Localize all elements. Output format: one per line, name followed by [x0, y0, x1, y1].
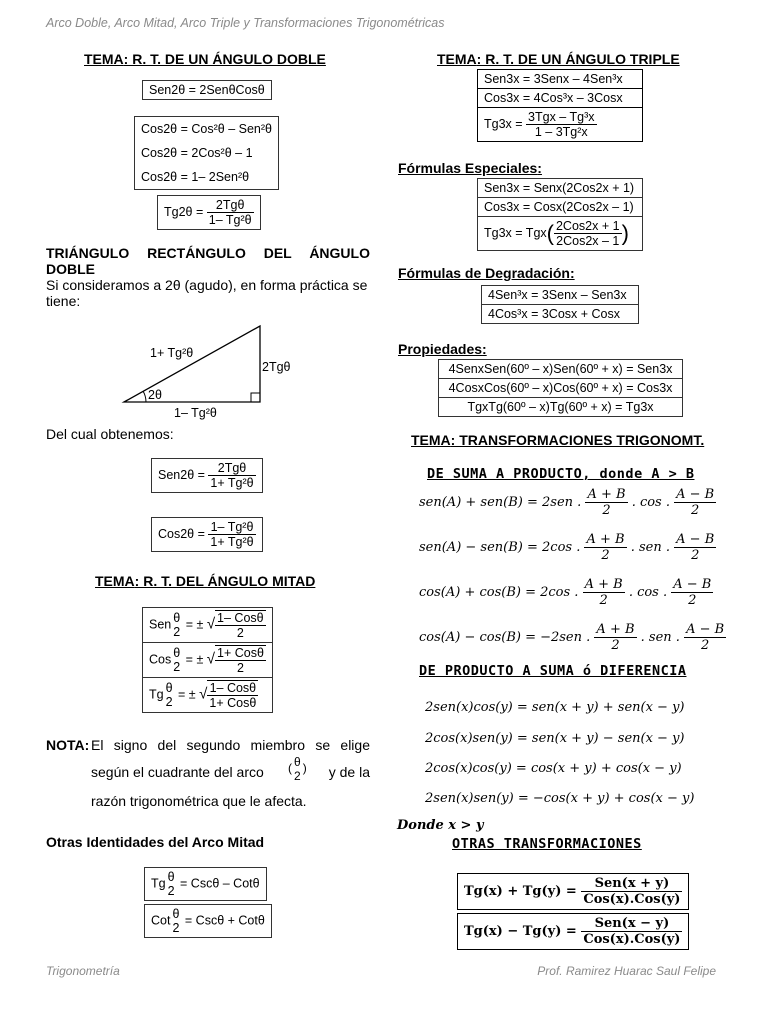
- triple-angle-heading: TEMA: R. T. DE UN ÁNGULO TRIPLE: [437, 51, 680, 67]
- double-angle-heading: TEMA: R. T. DE UN ÁNGULO DOBLE: [84, 51, 326, 67]
- nota-line-1: El signo del segundo miembro se elige: [91, 737, 370, 753]
- triangle-heading: TRIÁNGULO RECTÁNGULO DEL ÁNGULO DOBLE: [46, 245, 370, 277]
- other-transform-box-1: Tg(x) + Tg(y) = $\frac{\text{Sen(x + y)}}{\text{Cos(x).Cos(y)}}$: [457, 873, 689, 910]
- degradation-sen-formula: 4Sen³x = 3Senx – Sen3x: [482, 286, 638, 305]
- degradation-heading: Fórmulas de Degradación:: [398, 265, 575, 281]
- triangle-cos-box: [151, 517, 263, 552]
- other-half-tg-box: Tg θ 2 = Cscθ – Cotθ: [144, 867, 267, 901]
- nota-label: NOTA:: [46, 737, 90, 753]
- special-cos-formula: Cos3x = Cosx(2Cos2x – 1): [478, 198, 642, 217]
- nota-line-2b: y de la: [328, 764, 370, 780]
- product-sum-eq-3: 2cos(x)cos(y) = cos(x + y) + cos(x − y): [425, 761, 682, 776]
- triangle-cos-den: 1+ Tg²θ: [210, 535, 254, 549]
- page-header: Arco Doble, Arco Mitad, Arco Triple y Transformaciones Trigonométricas: [46, 16, 445, 30]
- triangle-adjacent-label: 1– Tg²θ: [174, 406, 217, 420]
- property-2: 4CosxCos(60º – x)Cos(60º + x) = Cos3x: [439, 379, 682, 398]
- nota-line-2a: según el cuadrante del arco: [91, 764, 264, 780]
- triangle-sen-lhs: Sen2θ =: [158, 467, 205, 482]
- half-angle-box: [142, 607, 273, 713]
- transformations-heading: TEMA: TRANSFORMACIONES TRIGONOMT.: [411, 432, 705, 448]
- degradation-box: [481, 285, 639, 324]
- other-half-cot-box: Cot θ 2 = Cscθ + Cotθ: [144, 904, 272, 938]
- half-angle-heading: TEMA: R. T. DEL ÁNGULO MITAD: [95, 573, 316, 589]
- property-1: 4SenxSen(60º – x)Sen(60º + x) = Sen3x: [439, 360, 682, 379]
- sum-product-eq-2: sen(A) − sen(B) = 2cos . $\frac{A + B}{2}$ . sen . $\frac{A - B}{2}$: [419, 532, 715, 563]
- property-3: TgxTg(60º – x)Tg(60º + x) = Tg3x: [467, 400, 654, 414]
- product-sum-eq-1: 2sen(x)cos(y) = sen(x + y) + sen(x − y): [425, 700, 685, 715]
- half-tg-formula: Tg θ 2 = ± √ $\frac{\text{1– Cosθ}}{\text{1+ Cosθ}}$: [149, 681, 257, 710]
- product-to-sum-heading: DE PRODUCTO A SUMA ó DIFERENCIA: [419, 663, 687, 679]
- product-sum-eq-4: 2sen(x)sen(y) = −cos(x + y) + cos(x − y): [425, 791, 695, 806]
- double-tg-den: 1– Tg²θ: [208, 213, 252, 227]
- double-cos-box: [134, 116, 279, 190]
- properties-heading: Propiedades:: [398, 341, 487, 357]
- half-cos-formula: Cos θ 2 = ± √ $\frac{\text{1+ Cosθ}}{2}$: [143, 643, 272, 678]
- triangle-opposite-label: 2Tgθ: [262, 360, 291, 374]
- triangle-cos-lhs: Cos2θ =: [158, 526, 205, 541]
- triangle-sen-box: [151, 458, 263, 493]
- nota-theta-over-2: ( θ 2 ): [288, 755, 307, 783]
- double-cos-formula-1: Cos2θ = Cos²θ – Sen²θ: [141, 122, 272, 136]
- other-transformations-heading: OTRAS TRANSFORMACIONES: [452, 836, 642, 852]
- special-formulas-box: [477, 178, 643, 251]
- special-tg-formula: Tg3x = Tgx( $\frac{\text{2Cos2x + 1}}{\text{2Cos2x – 1}}$ ): [484, 219, 629, 248]
- double-cos-formula-3: Cos2θ = 1– 2Sen²θ: [141, 170, 250, 184]
- other-transform-box-2: Tg(x) − Tg(y) = $\frac{\text{Sen(x − y)}}{\text{Cos(x).Cos(y)}}$: [457, 913, 689, 950]
- triple-cos-formula: Cos3x = 4Cos³x – 3Cosx: [478, 89, 642, 108]
- footer-author: Prof. Ramirez Huarac Saul Felipe: [537, 964, 716, 978]
- double-sen-box: [142, 80, 272, 100]
- triangle-intro: Si consideramos a 2θ (agudo), en forma práctica se tiene:: [46, 277, 368, 309]
- triangle-hypotenuse-label: 1+ Tg²θ: [150, 346, 194, 360]
- special-formulas-heading: Fórmulas Especiales:: [398, 160, 542, 176]
- triangle-sen-den: 1+ Tg²θ: [210, 476, 254, 490]
- other-half-heading: Otras Identidades del Arco Mitad: [46, 834, 265, 850]
- sum-product-eq-4: cos(A) − cos(B) = −2sen . $\frac{A + B}{2}$ . sen . $\frac{A - B}{2}$: [419, 622, 725, 653]
- triangle-sen-num: 2Tgθ: [208, 461, 255, 476]
- product-sum-eq-2: 2cos(x)sen(y) = sen(x + y) − sen(x − y): [425, 731, 685, 746]
- double-tg-box: [157, 195, 261, 230]
- triangle-obtain-text: Del cual obtenemos:: [46, 426, 174, 442]
- sum-product-eq-1: sen(A) + sen(B) = 2sen . $\frac{A + B}{2}$ . cos . $\frac{A - B}{2}$: [419, 487, 715, 518]
- degradation-cos-formula: 4Cos³x = 3Cosx + Cosx: [488, 307, 620, 321]
- properties-box: [438, 359, 683, 417]
- triangle-cos-num: 1– Tg²θ: [208, 520, 255, 535]
- double-cos-formula-2: Cos2θ = 2Cos²θ – 1: [141, 146, 253, 160]
- sum-to-product-heading: DE SUMA A PRODUCTO, donde A > B: [427, 466, 695, 482]
- triple-tg-formula: Tg3x = $\frac{\text{3Tgx – Tg³x}}{\text{1 – 3Tg²x}}$: [484, 110, 595, 139]
- double-tg-lhs: Tg2θ =: [164, 204, 204, 219]
- triple-sen-formula: Sen3x = 3Senx – 4Sen³x: [478, 70, 642, 89]
- footer-subject: Trigonometría: [46, 964, 120, 978]
- triangle-angle-label: 2θ: [148, 388, 162, 402]
- special-sen-formula: Sen3x = Senx(2Cos2x + 1): [478, 179, 642, 198]
- triple-angle-box: [477, 69, 643, 142]
- donde-condition: Donde x > y: [397, 818, 484, 833]
- double-tg-num: 2Tgθ: [207, 198, 254, 213]
- nota-line-3: razón trigonométrica que le afecta.: [91, 793, 307, 809]
- double-sen-formula: Sen2θ = 2SenθCosθ: [149, 83, 265, 97]
- sum-product-eq-3: cos(A) + cos(B) = 2cos . $\frac{A + B}{2}$ . cos . $\frac{A - B}{2}$: [419, 577, 712, 608]
- half-sen-formula: Sen θ 2 = ± √ $\frac{\text{1– Cosθ}}{2}$: [143, 608, 272, 643]
